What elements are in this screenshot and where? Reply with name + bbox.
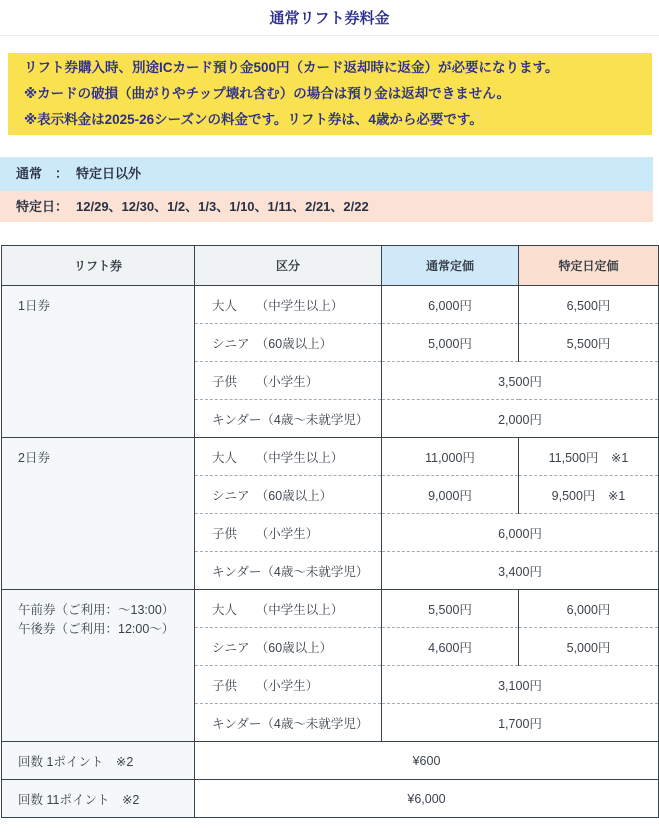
table-row: [2, 438, 659, 476]
ticket-name-cell: 回数 11ポイント ※2: [2, 780, 195, 818]
normal-price-cell: 9,000円: [382, 476, 519, 514]
combined-price-cell: 3,500円: [382, 362, 659, 400]
category-cell: キンダー（4歳～未就学児）: [195, 552, 382, 590]
notice-box: [8, 53, 652, 135]
ticket-name-cell: [2, 286, 195, 438]
legend-normal-label: 通常 ：: [16, 166, 69, 181]
legend-special-value: 12/29、12/30、1/2、1/3、1/10、1/11、2/21、2/22: [76, 199, 369, 214]
combined-price-cell: ¥6,000: [195, 780, 659, 818]
category-cell: シニア （60歳以上）: [195, 476, 382, 514]
combined-price-cell: 2,000円: [382, 400, 659, 438]
legend-special-label: 特定日：: [16, 199, 69, 214]
combined-price-cell: ¥600: [195, 742, 659, 780]
notice-line: ※表示料金は2025-26シーズンの料金です。リフト券は、4歳から必要です。: [24, 112, 483, 127]
ticket-name: 午後券（ご利用：12:00～）: [18, 622, 175, 636]
legend-normal-bar: [0, 157, 653, 191]
table-header-row: [2, 246, 659, 286]
ticket-name: 2日券: [18, 451, 50, 465]
category-cell: キンダー（4歳～未就学児）: [195, 704, 382, 742]
header-special-price: 特定日定価: [519, 246, 659, 286]
normal-price-cell: 5,500円: [382, 590, 519, 628]
ticket-name-cell: 回数 1ポイント ※2: [2, 742, 195, 780]
category-cell: 子供 （小学生）: [195, 362, 382, 400]
combined-price-cell: 6,000円: [382, 514, 659, 552]
special-price-cell: 5,500円: [519, 324, 659, 362]
special-price-cell: 11,500円 ※1: [519, 438, 659, 476]
normal-price-cell: 6,000円: [382, 286, 519, 324]
table-row: [2, 780, 659, 818]
notice-line: ※カードの破損（曲がりやチップ壊れ含む）の場合は預り金は返却できません。: [24, 86, 511, 101]
table-row: [2, 742, 659, 780]
category-cell: シニア （60歳以上）: [195, 628, 382, 666]
special-price-cell: 5,000円: [519, 628, 659, 666]
category-cell: 子供 （小学生）: [195, 514, 382, 552]
header-category: 区分: [195, 246, 382, 286]
page-title: 通常リフト券料金: [269, 10, 390, 27]
ticket-name: 1日券: [18, 299, 50, 313]
special-price-cell: 6,500円: [519, 286, 659, 324]
normal-price-cell: 4,600円: [382, 628, 519, 666]
combined-price-cell: 3,100円: [382, 666, 659, 704]
table-row: [2, 590, 659, 628]
title-divider: [0, 35, 659, 36]
category-cell: 大人 （中学生以上）: [195, 438, 382, 476]
combined-price-cell: 1,700円: [382, 704, 659, 742]
category-cell: シニア （60歳以上）: [195, 324, 382, 362]
category-cell: 子供 （小学生）: [195, 666, 382, 704]
normal-price-cell: 5,000円: [382, 324, 519, 362]
special-price-cell: 6,000円: [519, 590, 659, 628]
special-price-cell: 9,500円 ※1: [519, 476, 659, 514]
legend-special-bar: [0, 191, 653, 222]
ticket-name-cell: [2, 438, 195, 590]
normal-price-cell: 11,000円: [382, 438, 519, 476]
table-row: [2, 286, 659, 324]
header-normal-price: 通常定価: [382, 246, 519, 286]
header-ticket: リフト券: [2, 246, 195, 286]
category-cell: 大人 （中学生以上）: [195, 590, 382, 628]
category-cell: 大人 （中学生以上）: [195, 286, 382, 324]
combined-price-cell: 3,400円: [382, 552, 659, 590]
legend-normal-value: 特定日以外: [76, 166, 142, 181]
ticket-name-cell: [2, 590, 195, 742]
category-cell: キンダー（4歳～未就学児）: [195, 400, 382, 438]
lift-price-table: [1, 245, 659, 818]
notice-line: リフト券購入時、別途ICカード預り金500円（カード返却時に返金）が必要になります。: [24, 60, 559, 75]
ticket-name: 午前券（ご利用：～13:00）: [18, 603, 175, 617]
